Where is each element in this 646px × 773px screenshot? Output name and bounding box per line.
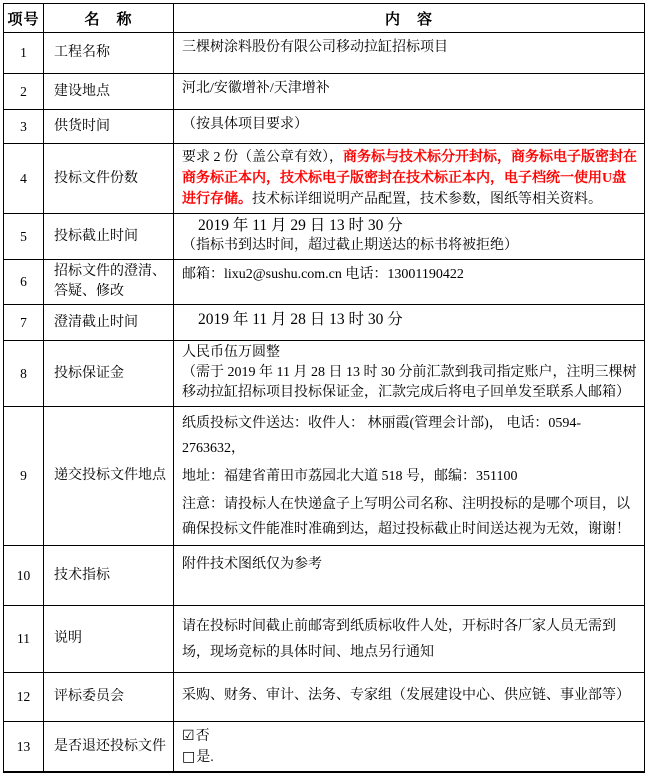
table-row — [4, 722, 645, 773]
item-content — [174, 305, 645, 341]
content-segment: （需于 2019 年 11 月 28 日 13 时 30 分前汇款到我司指定账户，注明三棵树移动拉缸招标项目投标保证金，汇款完成后将电子回单发至联系人邮箱） — [182, 365, 637, 400]
content-line — [182, 492, 638, 542]
content-segment: 请在投标时间截止前邮寄到纸质标收件人处，开标时各厂家人员无需到场，现场竞标的具体时间、地点另行通知 — [182, 619, 616, 660]
content-segment: 地址：福建省莆田市荔园北大道 518 号，邮编：351100 — [182, 469, 518, 484]
table-body — [4, 33, 645, 773]
item-no: 12 — [4, 673, 44, 722]
content-segment: 邮箱：lixu2@sushu.com.cn 电话：13001190422 — [182, 267, 464, 282]
content-line — [182, 216, 638, 236]
content-line — [182, 747, 638, 768]
item-name: 评标委员会 — [44, 673, 174, 722]
item-content — [174, 260, 645, 305]
header-cell-name: 名 称 — [44, 4, 174, 33]
item-content — [174, 341, 645, 407]
content-segment: （指标书到达时间，超过截止期送达的标书将被拒绝） — [182, 238, 518, 253]
table-row — [4, 260, 645, 305]
item-content — [174, 110, 645, 144]
content-segment: 纸质投标文件送达：收件人： 林丽霞(管理会计部)， 电话：0594-2763632， — [182, 416, 581, 456]
header-cell-content: 内 容 — [174, 4, 645, 33]
item-content — [174, 214, 645, 260]
table-row — [4, 673, 645, 722]
item-name: 是否退还投标文件 — [44, 722, 174, 773]
content-line — [182, 464, 638, 489]
header-cell-no: 项号 — [4, 4, 44, 33]
item-no: 10 — [4, 546, 44, 606]
table-row — [4, 144, 645, 214]
table-row — [4, 606, 645, 673]
content-segment: 附件技术图纸仅为参考 — [182, 557, 322, 572]
item-name: 投标截止时间 — [44, 214, 174, 260]
item-content — [174, 407, 645, 546]
item-content — [174, 722, 645, 773]
item-no: 8 — [4, 341, 44, 407]
item-content — [174, 33, 645, 74]
content-line — [182, 309, 638, 330]
table-row — [4, 214, 645, 260]
item-content — [174, 546, 645, 606]
checkbox-unchecked-icon[interactable]: □ — [182, 749, 196, 765]
table-row — [4, 110, 645, 144]
content-line — [182, 343, 638, 363]
item-name: 建设地点 — [44, 74, 174, 110]
content-segment: 三棵树涂料股份有限公司移动拉缸招标项目 — [182, 40, 448, 55]
item-no: 4 — [4, 144, 44, 214]
item-no: 1 — [4, 33, 44, 74]
item-no: 9 — [4, 407, 44, 546]
table-row — [4, 74, 645, 110]
content-segment: （按具体项目要求） — [182, 117, 308, 132]
item-no: 7 — [4, 305, 44, 341]
table-header-row — [4, 4, 645, 33]
checkbox-checked-icon[interactable]: ☑ — [182, 728, 195, 744]
item-no: 6 — [4, 260, 44, 305]
content-segment: 否 — [195, 729, 210, 744]
item-no: 13 — [4, 722, 44, 773]
item-name: 投标文件份数 — [44, 144, 174, 214]
item-name: 供货时间 — [44, 110, 174, 144]
item-name: 技术指标 — [44, 546, 174, 606]
content-segment: 注意：请投标人在快递盒子上写明公司名称、注明投标的是哪个项目，以确保投标文件能准时准确到达，超过投标截止时间送达视为无效，谢谢！ — [182, 497, 630, 537]
table-row — [4, 546, 645, 606]
item-content — [174, 673, 645, 722]
content-segment: 是. — [196, 750, 214, 765]
item-name: 澄清截止时间 — [44, 305, 174, 341]
table-row — [4, 33, 645, 74]
content-segment: 采购、财务、审计、法务、专家组（发展建设中心、供应链、事业部等） — [182, 688, 630, 703]
content-segment: 人民币伍万圆整 — [182, 345, 280, 360]
content-line — [182, 363, 638, 403]
table-row — [4, 305, 645, 341]
table-row — [4, 341, 645, 407]
content-segment: 商务标与技术标分开封标，商务标电子版密封在商务标正本内，技术标电子版密封在技术标正本内，电子档统一使用U盘进行存储。 — [182, 150, 637, 207]
item-name: 投标保证金 — [44, 341, 174, 407]
content-segment: 2019 年 11 月 28 日 13 时 30 分 — [198, 311, 403, 328]
item-content — [174, 144, 645, 214]
content-segment: 技术标详细说明产品配置，技术参数，图纸等相关资料。 — [252, 192, 602, 207]
item-name: 递交投标文件地点 — [44, 407, 174, 546]
content-segment: 河北/安徽增补/天津增补 — [182, 81, 330, 96]
content-line — [182, 726, 638, 747]
item-name: 说明 — [44, 606, 174, 673]
table-row — [4, 407, 645, 546]
item-no: 11 — [4, 606, 44, 673]
content-segment: 2019 年 11 月 29 日 13 时 30 分 — [198, 217, 403, 234]
item-content — [174, 606, 645, 673]
item-content — [174, 74, 645, 110]
item-name: 工程名称 — [44, 33, 174, 74]
item-no: 5 — [4, 214, 44, 260]
item-name: 招标文件的澄清、答疑、修改 — [44, 260, 174, 305]
item-no: 2 — [4, 74, 44, 110]
content-segment: 要求 2 份（盖公章有效）， — [182, 150, 343, 165]
content-line — [182, 236, 638, 256]
content-line — [182, 411, 638, 461]
bid-info-table — [3, 3, 645, 773]
item-no: 3 — [4, 110, 44, 144]
